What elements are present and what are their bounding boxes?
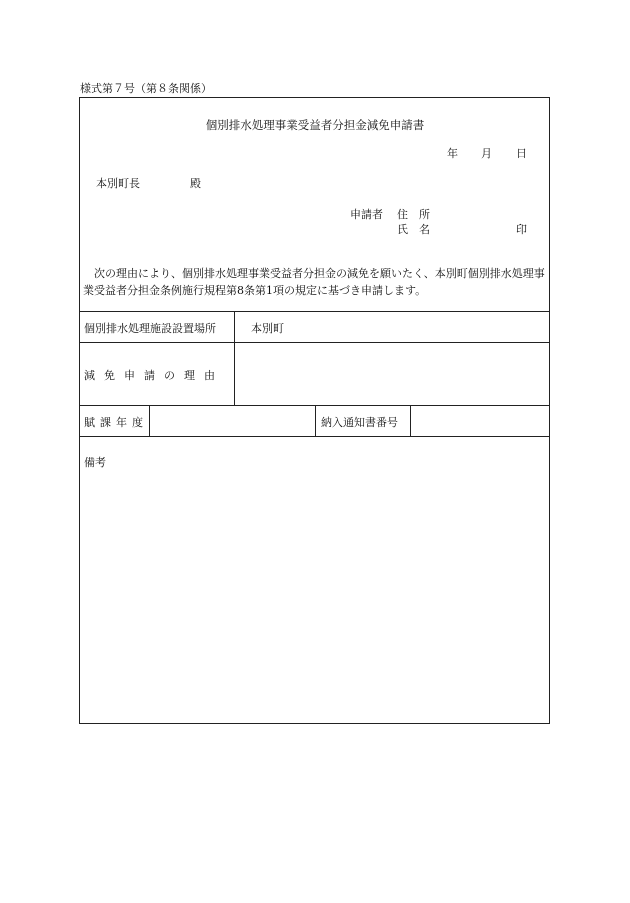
rule-fiscal-bottom [80, 436, 549, 437]
seal-mark: 印 [516, 223, 527, 236]
rule-notice-left [315, 405, 316, 436]
form-title: 個別排水処理事業受益者分担金減免申請書 [205, 118, 425, 132]
rule-location-bottom [80, 342, 549, 343]
applicant-address-label: 住 所 [397, 208, 430, 221]
fiscal-year-label: 賦課年度 [84, 416, 148, 429]
location-value[interactable]: 本別町 [251, 322, 284, 335]
reason-label: 減免申請の理由 [84, 369, 224, 382]
remarks-label: 備考 [84, 456, 106, 469]
applicant-label: 申請者 [350, 208, 383, 221]
rule-fiscal-divider [149, 405, 150, 436]
applicant-name-label: 氏 名 [397, 223, 430, 236]
date-year-label: 年 [447, 147, 458, 160]
application-form-frame [79, 97, 550, 724]
date-day-label: 日 [516, 147, 527, 160]
rule-notice-right [410, 405, 411, 436]
date-month-label: 月 [481, 147, 492, 160]
location-label: 個別排水処理施設設置場所 [84, 322, 216, 335]
form-number: 様式第７号（第８条関係） [80, 82, 212, 95]
rule-label-divider [234, 311, 235, 405]
rule-statement-bottom [80, 311, 549, 312]
application-statement: 次の理由により、個別排水処理事業受益者分担金の減免を願いたく、本別町個別排水処理事業受益者分担金条例施行規程第8条第1項の規定に基づき申請します。 [83, 267, 545, 297]
notice-number-label: 納入通知書番号 [321, 416, 398, 429]
addressee-name: 本別町長 [96, 177, 140, 190]
addressee-honorific: 殿 [190, 177, 201, 190]
